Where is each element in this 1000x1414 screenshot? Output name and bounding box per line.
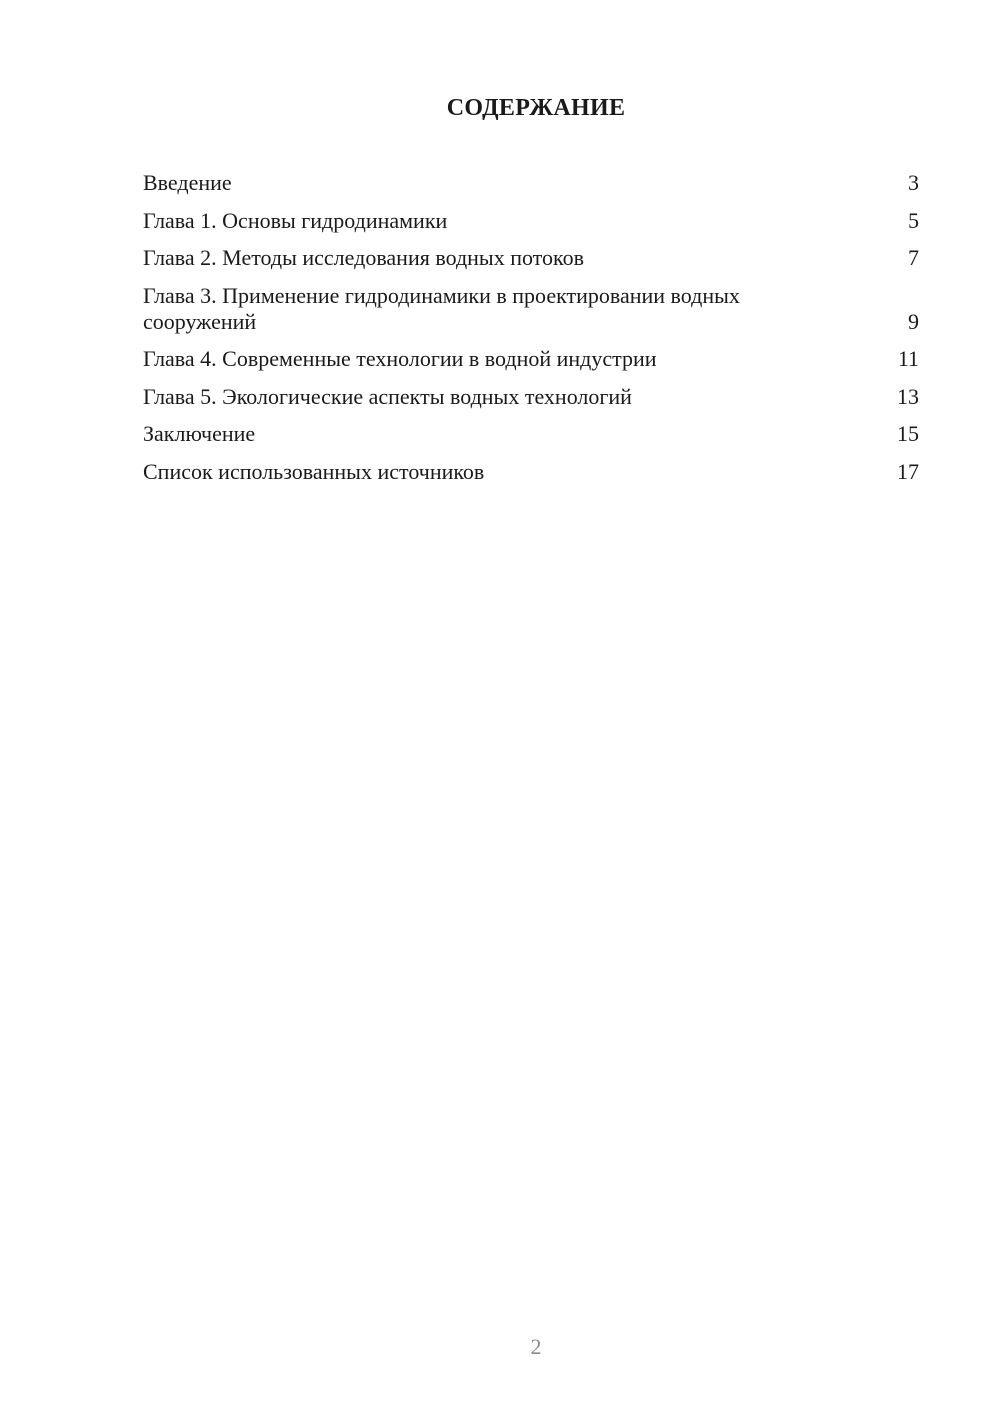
toc-entry xyxy=(143,170,919,196)
table-of-contents xyxy=(143,170,919,496)
toc-entry xyxy=(143,208,919,234)
toc-entry-page: 13 xyxy=(897,383,919,409)
toc-entry-title: Глава 1. Основы гидродинамики xyxy=(143,207,448,233)
toc-entry-title: Глава 3. Применение гидродинамики в проектировании водных сооружений xyxy=(143,282,740,334)
toc-entry xyxy=(143,384,919,410)
toc-entry-page: 15 xyxy=(897,421,919,446)
toc-entry-page: 11 xyxy=(897,346,919,371)
toc-entry-page: 7 xyxy=(908,245,919,270)
toc-entry-page: 9 xyxy=(908,308,919,334)
toc-entry-title: Введение xyxy=(143,170,232,195)
toc-entry-title: Список использованных источников xyxy=(143,458,485,484)
toc-entry-title: Глава 5. Экологические аспекты водных технологий xyxy=(143,383,632,409)
toc-entry-page: 17 xyxy=(897,458,919,484)
toc-entry-title: Глава 4. Современные технологии в водной индустрии xyxy=(143,346,657,371)
toc-entry-page: 5 xyxy=(908,207,919,233)
page-number: 2 xyxy=(530,1334,542,1359)
toc-entry xyxy=(143,459,919,485)
toc-entry xyxy=(143,421,919,447)
toc-entry xyxy=(143,245,919,271)
toc-entry xyxy=(143,346,919,372)
page-title: СОДЕРЖАНИЕ xyxy=(446,95,626,121)
toc-entry-title: Заключение xyxy=(143,421,256,446)
toc-entry xyxy=(143,283,919,335)
toc-entry-title: Глава 2. Методы исследования водных потоков xyxy=(143,245,584,270)
toc-entry-page: 3 xyxy=(908,170,919,195)
